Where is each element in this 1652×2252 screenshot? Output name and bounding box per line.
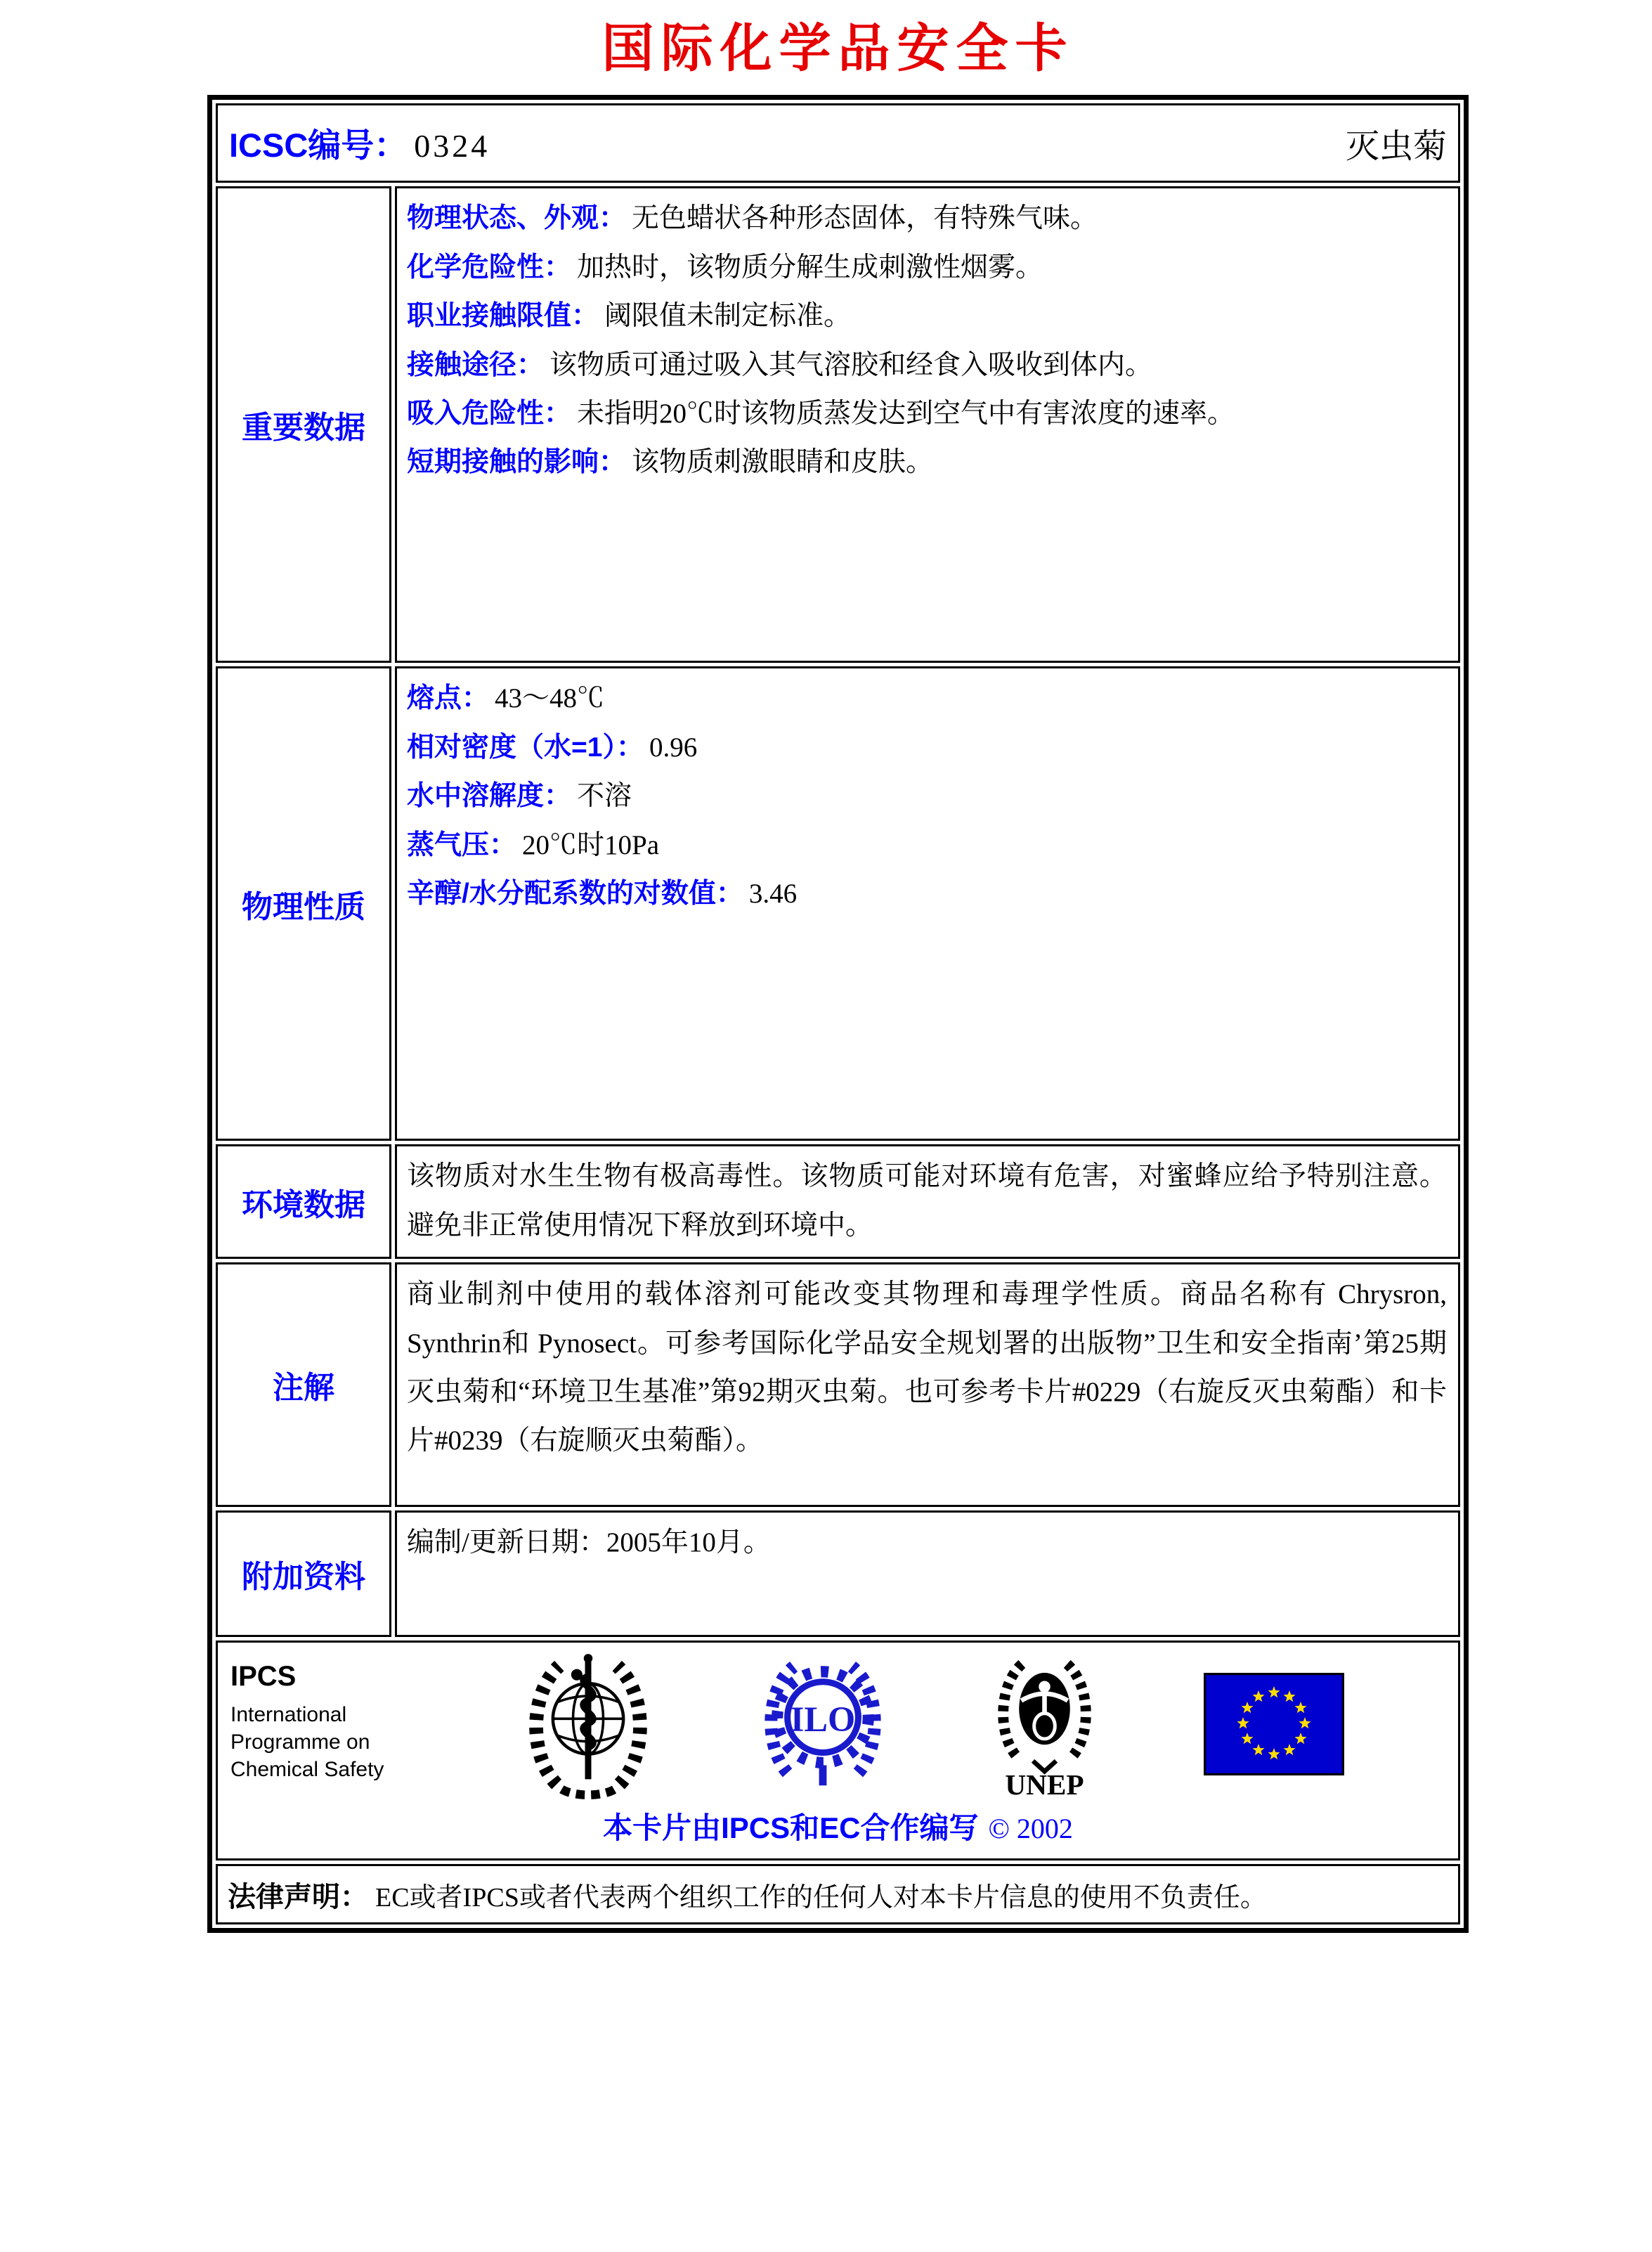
- kv-line: [407, 389, 1447, 438]
- section-environmental-data: [216, 1144, 1460, 1259]
- kv-line: [407, 341, 1447, 389]
- section-label: 环境数据: [216, 1144, 391, 1259]
- section-content: [395, 1144, 1460, 1259]
- field-label: 蒸气压：: [407, 829, 517, 860]
- field-label: 物理状态、外观：: [407, 203, 627, 234]
- footer-logos-band: [230, 1648, 1445, 1799]
- icsc-safety-card-page: [0, 21, 1652, 1933]
- section-label: 物理性质: [216, 666, 391, 1141]
- header-cell: [216, 103, 1460, 183]
- kv-line: [407, 772, 1447, 820]
- kv-line: [407, 821, 1447, 869]
- field-label: 职业接触限值：: [407, 301, 599, 332]
- section-physical-properties: [216, 666, 1460, 1141]
- field-value: 加热时，该物质分解生成刺激性烟雾。: [577, 252, 1043, 283]
- ipcs-subtitle-line: Programme on: [230, 1730, 370, 1754]
- kv-line: [407, 292, 1447, 340]
- field-label: 接触途径：: [407, 349, 545, 380]
- field-label: 编制/更新日期：: [407, 1527, 606, 1558]
- environment-text: 该物质对水生生物有极高毒性。该物质可能对环境有危害，对蜜蜂应给予特别注意。避免非正常使用情况下释放到环境中。: [407, 1161, 1447, 1241]
- organization-logos: [417, 1648, 1445, 1799]
- field-label: 熔点：: [407, 683, 490, 714]
- legal-cell: [216, 1864, 1460, 1924]
- section-label: 附加资料: [216, 1510, 391, 1637]
- field-value: 不溶: [577, 781, 632, 812]
- footer-cell: [216, 1641, 1460, 1861]
- header-row: [216, 103, 1460, 183]
- field-value: 未指明20℃时该物质蒸发达到空气中有害浓度的速率。: [577, 399, 1235, 429]
- legal-label: 法律声明：: [228, 1881, 368, 1913]
- credit-text: 本卡片由IPCS和EC合作编写: [603, 1811, 979, 1845]
- kv-line: [407, 1518, 1447, 1567]
- chemical-name: 灭虫菊: [1345, 128, 1447, 166]
- section-content: [395, 1262, 1460, 1507]
- page-title: 国际化学品安全卡: [601, 20, 1074, 78]
- kv-line: [407, 194, 1447, 242]
- field-value: 2005年10月。: [606, 1527, 771, 1558]
- safety-card-table: [207, 95, 1469, 1933]
- field-value: 阈限值未制定标准。: [604, 301, 852, 332]
- kv-line: [407, 723, 1447, 772]
- section-label: 注解: [216, 1262, 391, 1507]
- section-notes: [216, 1262, 1460, 1507]
- field-value: 3.46: [748, 879, 798, 910]
- ipcs-title: IPCS: [230, 1661, 297, 1693]
- field-label: 辛醇/水分配系数的对数值：: [407, 879, 743, 910]
- legal-text: EC或者IPCS或者代表两个组织工作的任何人对本卡片信息的使用不负责任。: [375, 1882, 1267, 1913]
- field-label: 相对密度（水=1）：: [407, 732, 644, 763]
- field-value: 该物质刺激眼睛和皮肤。: [632, 447, 934, 478]
- icsc-number: [229, 119, 490, 167]
- section-label: 重要数据: [216, 186, 391, 663]
- ipcs-subtitle-line: Chemical Safety: [230, 1758, 384, 1782]
- section-content: [395, 666, 1460, 1141]
- icsc-number-label: ICSC编号：: [229, 127, 408, 164]
- legal-notice-row: [216, 1864, 1460, 1924]
- ipcs-subtitle-line: International: [230, 1703, 347, 1727]
- section-content: [395, 1510, 1460, 1637]
- kv-line: [407, 674, 1447, 723]
- field-value: 20℃时10Pa: [522, 829, 660, 860]
- kv-line: [407, 438, 1447, 486]
- icsc-number-value: 0324: [414, 128, 490, 164]
- ilo-logo-text: ILO: [790, 1699, 855, 1739]
- field-label: 短期接触的影响：: [407, 447, 627, 478]
- field-value: 0.96: [649, 732, 698, 763]
- field-value: 无色蜡状各种形态固体，有特殊气味。: [632, 203, 1098, 234]
- eu-flag-icon: [1204, 1673, 1344, 1775]
- who-logo-icon: [518, 1648, 658, 1799]
- field-label: 水中溶解度：: [407, 781, 572, 812]
- ilo-logo-icon: [760, 1651, 886, 1797]
- section-important-data: [216, 186, 1460, 663]
- unep-logo-text: UNEP: [1005, 1768, 1085, 1800]
- credit-line: [230, 1799, 1445, 1851]
- kv-line: [407, 869, 1447, 918]
- copyright-text: © 2002: [988, 1813, 1073, 1845]
- field-value: 43～48℃: [495, 683, 605, 714]
- ipcs-block: [230, 1648, 417, 1783]
- section-additional-info: [216, 1510, 1460, 1637]
- footer-row: [216, 1641, 1460, 1861]
- field-value: 该物质可通过吸入其气溶胶和经食入吸收到体内。: [549, 349, 1153, 380]
- notes-text: 商业制剂中使用的载体溶剂可能改变其物理和毒理学性质。商品名称有 Chrysron, Synthrin和 Pynosect。可参考国际化学品安全规划署的出版物”卫生和安全指南’第25期灭虫菊和“环境卫生基准”第92期灭虫菊。也可参考卡片#0229（右旋反灭虫菊酯）和卡片#0239（右旋顺灭虫菊酯）。: [407, 1279, 1447, 1456]
- field-label: 化学危险性：: [407, 252, 572, 283]
- unep-logo-icon: [987, 1648, 1103, 1799]
- field-label: 吸入危险性：: [407, 399, 572, 429]
- section-content: [395, 186, 1460, 663]
- kv-line: [407, 243, 1447, 292]
